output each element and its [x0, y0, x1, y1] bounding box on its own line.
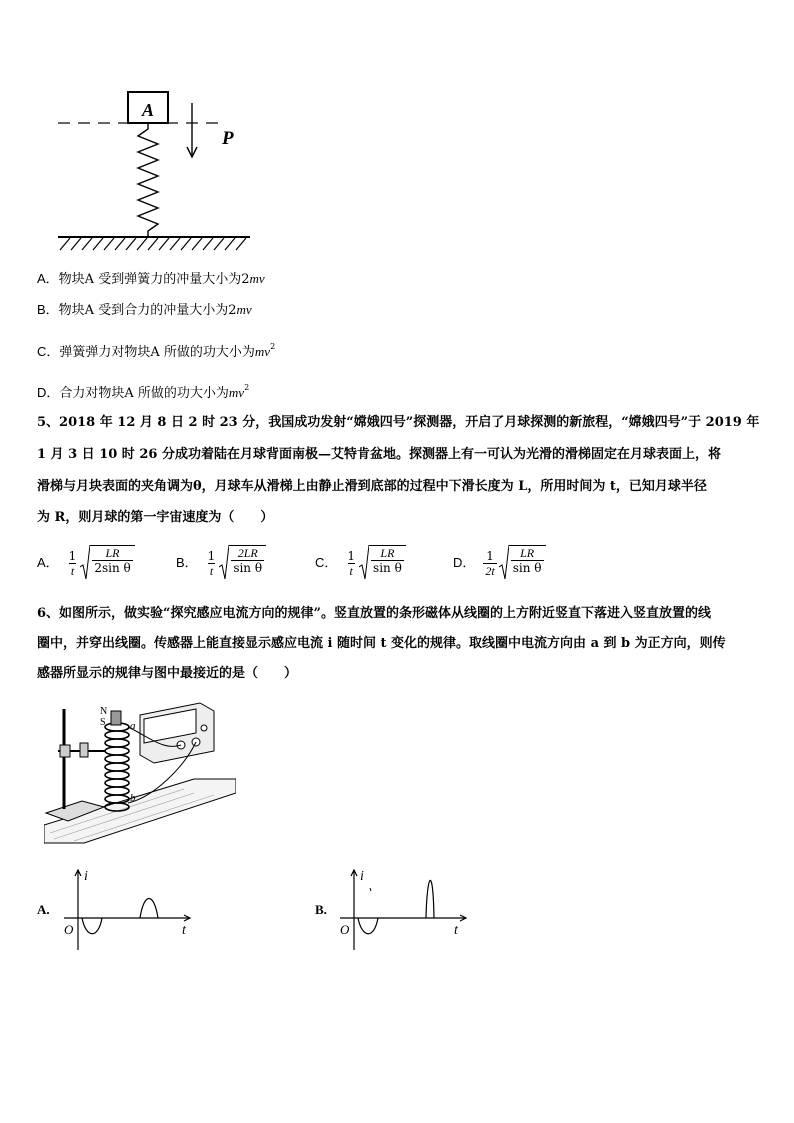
bar-magnet: [111, 711, 121, 725]
x-axis-label: t: [454, 923, 458, 938]
option-var: mv: [228, 385, 245, 400]
spring: [138, 123, 158, 237]
x-axis-label: t: [182, 923, 186, 938]
option-text: 合力对物块A 所做的功大小为: [59, 386, 229, 401]
coil: [105, 723, 129, 811]
q5-option-a: [37, 545, 135, 581]
sqrt-sign: $\frac{2LR}{\text{sin θ}}$: [219, 545, 266, 581]
block-a-label: A: [141, 100, 155, 120]
force-label-p: P: [222, 128, 234, 149]
force-arrow: [187, 103, 197, 157]
magnet-south-label: S: [100, 717, 106, 728]
magnet-north-label: N: [100, 706, 108, 717]
option-var: mv: [254, 344, 271, 359]
q5-line-2: 1 月 3 日 10 时 26 分成功着陆在月球背面南极—艾特肯盆地。探测器上有一可认为光滑的滑梯固定在月球表面上，将: [37, 447, 721, 462]
ground-hatching: [60, 238, 246, 250]
current-pulse: [140, 899, 158, 919]
q4-option-b: [37, 301, 252, 320]
q6-line-2: 圈中，并穿出线圈。传感器上能直接显示感应电流 i 随时间 t 变化的规律。取线圈中电流方向由 a 到 b 为正方向，则传: [37, 636, 726, 651]
q5-line-3: 滑梯与月块表面的夹角调为θ，月球车从滑梯上由静止滑到底部的过程中下滑长度为 L，所用时间为 t，已知月球半径: [37, 479, 707, 494]
option-expr: 2: [241, 272, 250, 287]
spring-block-figure: [50, 85, 260, 255]
q5-line-4: 为 R，则月球的第一宇宙速度为（ ）: [37, 510, 274, 525]
q6-line-1: 6、如图所示，做实验“探究感应电流方向的规律”。竖直放置的条形磁体从线圈的上方附近竖直下落进入竖直放置的线: [37, 606, 712, 621]
graph-b: [336, 864, 476, 952]
terminal-a-label: a: [130, 720, 136, 732]
y-axis-label: i: [84, 869, 88, 884]
option-text: 物块A 受到弹簧力的冲量大小为: [58, 272, 242, 287]
option-letter: C．: [37, 344, 60, 359]
option-sup: 2: [270, 342, 276, 351]
current-curve: [358, 918, 378, 934]
q4-option-c: [37, 338, 275, 362]
current-curve: [82, 918, 102, 934]
origin-label: O: [340, 922, 350, 937]
q5-line-1: 5、2018 年 12 月 8 日 2 时 23 分，我国成功发射“嫦娥四号”探测器，开启了月球探测的新旅程，“嫦娥四号”于 2019 年: [37, 415, 760, 430]
q4-option-d: [37, 379, 249, 403]
q4-option-a: [37, 270, 265, 289]
option-sup: 2: [244, 383, 250, 392]
induction-apparatus-figure: [44, 697, 236, 847]
option-letter: D．: [37, 385, 60, 400]
q5-option-d: [453, 545, 546, 581]
option-letter: A．: [37, 271, 59, 286]
sqrt-sign: $\frac{LR}{\text{sin θ}}$: [499, 545, 546, 581]
option-expr: 2: [228, 303, 237, 318]
option-var: mv: [249, 271, 265, 286]
option-var: mv: [236, 302, 252, 317]
option-letter: C．: [315, 555, 338, 570]
graph-a: [60, 864, 200, 952]
option-text: 物块A 受到合力的冲量大小为: [58, 303, 229, 318]
q6-line-3: 感器所显示的规律与图中最接近的是（ ）: [37, 666, 298, 681]
graph-b-letter: B.: [315, 902, 327, 917]
coef-fraction: $\frac{1}{t}$: [347, 548, 356, 578]
option-letter: B．: [37, 302, 59, 317]
q5-option-c: [315, 545, 406, 581]
sqrt-sign: $\frac{LR}{\text{sin θ}}$: [359, 545, 406, 581]
current-pulse: [426, 880, 434, 918]
terminal-b-label: b: [130, 792, 136, 804]
coef-fraction: $\frac{1}{t}$: [207, 548, 216, 578]
sqrt-sign: $\frac{LR}{\text{2sin θ}}$: [80, 545, 134, 581]
q5-option-b: [176, 545, 266, 581]
y-axis-label: i: [360, 869, 364, 884]
origin-label: O: [64, 922, 74, 937]
graph-a-letter: A.: [37, 902, 50, 917]
option-letter: B．: [176, 555, 198, 570]
option-text: 弹簧弹力对物块A 所做的功大小为: [59, 345, 255, 360]
coef-fraction: $\frac{1}{2t}$: [485, 548, 495, 578]
coef-fraction: $\frac{1}{t}$: [68, 548, 77, 578]
option-letter: D．: [453, 555, 476, 570]
option-letter: A．: [37, 555, 59, 570]
